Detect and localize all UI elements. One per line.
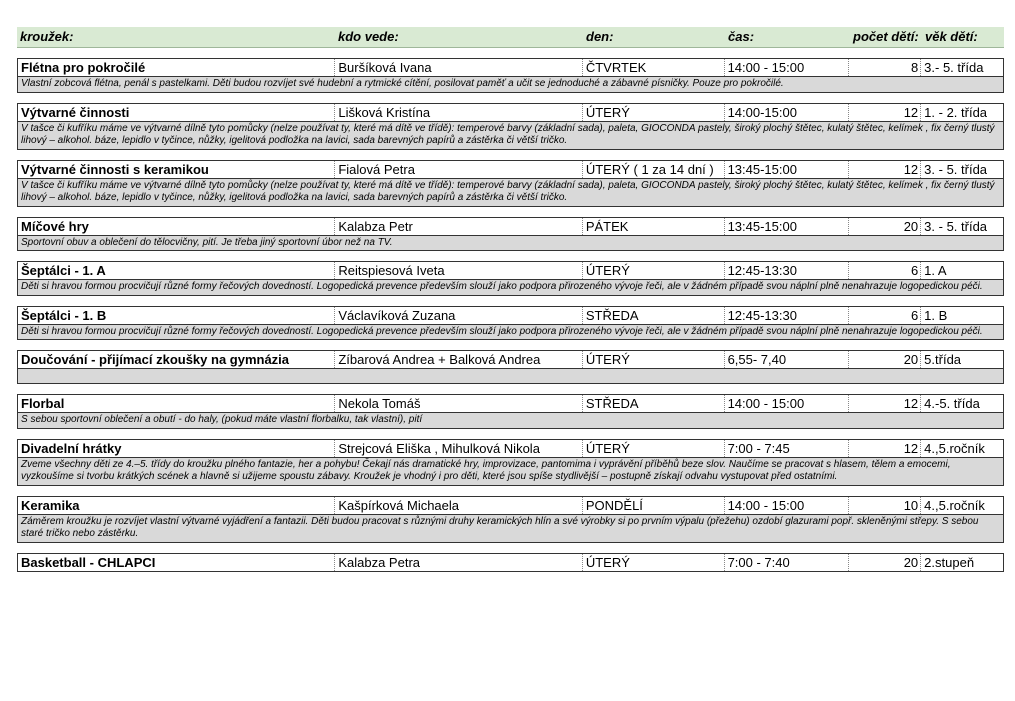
club-age: 2.stupeň — [924, 554, 975, 570]
header-cas: čas: — [728, 29, 755, 44]
club-leader: Buršíková Ivana — [335, 59, 583, 76]
club-row — [18, 497, 1003, 514]
club-age: 1. B — [924, 307, 948, 323]
club-child-count: 12 — [849, 440, 921, 457]
header-vek-deti: věk dětí: — [925, 29, 978, 44]
club-name: Keramika — [18, 497, 335, 514]
header-pocet-deti: počet dětí: — [853, 29, 919, 44]
header-kdo-vede: kdo vede: — [338, 29, 399, 44]
club-age: 4.-5. třída — [924, 396, 980, 411]
club-block — [17, 439, 1004, 486]
club-leader: Fialová Petra — [335, 161, 583, 178]
club-row — [18, 554, 1003, 571]
header-den: den: — [586, 29, 614, 44]
club-time: 12:45-13:30 — [725, 262, 850, 279]
club-leader: Strejcová Eliška , Mihulková Nikola — [335, 440, 583, 457]
club-leader: Reitspiesová Iveta — [335, 262, 583, 279]
club-child-count: 6 — [849, 262, 921, 279]
club-block — [17, 160, 1004, 207]
club-block — [17, 553, 1004, 572]
club-block — [17, 261, 1004, 296]
club-block — [17, 103, 1004, 150]
club-leader: Nekola Tomáš — [335, 395, 583, 412]
club-name: Výtvarné činnosti — [18, 104, 335, 121]
club-leader: Zíbarová Andrea + Balková Andrea — [335, 351, 583, 368]
club-leader: Kalabza Petra — [335, 554, 583, 571]
club-row — [18, 161, 1003, 178]
club-leader: Kalabza Petr — [335, 218, 583, 235]
club-description: Děti si hravou formou procvičují různé formy řečových dovedností. Logopedická prevence především slouží jako podpora přirozeného vývoje řeči, ale v žádném případě svou náplní plně nenahrazuje logopedickou péči. — [18, 324, 1003, 340]
club-child-count: 20 — [849, 218, 921, 235]
club-block — [17, 58, 1004, 93]
club-child-count: 6 — [849, 307, 921, 324]
club-day: ÚTERÝ — [583, 262, 725, 279]
club-time: 14:00-15:00 — [725, 104, 850, 121]
club-time: 12:45-13:30 — [725, 307, 850, 324]
club-block — [17, 350, 1004, 384]
club-child-count: 12 — [849, 161, 921, 178]
club-time: 13:45-15:00 — [725, 218, 850, 235]
club-row — [18, 395, 1003, 412]
club-leader: Václavíková Zuzana — [335, 307, 583, 324]
club-name: Florbal — [18, 395, 335, 412]
club-child-count: 20 — [849, 554, 921, 571]
club-name: Míčové hry — [18, 218, 335, 235]
club-time: 14:00 - 15:00 — [725, 497, 850, 514]
club-day: ÚTERÝ — [583, 351, 725, 368]
club-time: 13:45-15:00 — [725, 161, 850, 178]
club-time: 14:00 - 15:00 — [725, 395, 850, 412]
club-name: Šeptálci - 1. A — [18, 262, 335, 279]
club-row — [18, 59, 1003, 76]
club-day: PÁTEK — [583, 218, 725, 235]
club-day: ÚTERÝ — [583, 440, 725, 457]
club-time: 6,55- 7,40 — [725, 351, 850, 368]
club-age: 1. - 2. třída — [924, 104, 988, 120]
club-name: Flétna pro pokročilé — [18, 59, 335, 76]
club-child-count: 12 — [849, 395, 921, 412]
club-description: Vlastní zobcová flétna, penál s pastelkami. Děti budou rozvíjet své hudební a rytmické cítění, posilovat paměť a učit se jednoduché a zábavné písničky. Pouze pro pokročilé. — [18, 76, 1003, 92]
club-description: Děti si hravou formou procvičují různé formy řečových dovedností. Logopedická prevence především slouží jako podpora přirozeného vývoje řeči, ale v žádném případě svou náplní plně nenahrazuje logopedickou péči. — [18, 279, 1003, 295]
club-name: Výtvarné činnosti s keramikou — [18, 161, 335, 178]
club-age: 3. - 5. třída — [924, 218, 988, 234]
club-row — [18, 351, 1003, 368]
header-krouzek: kroužek: — [20, 29, 74, 44]
club-leader: Lišková Kristína — [335, 104, 583, 121]
club-block — [17, 306, 1004, 341]
club-age: 3.- 5. třída — [924, 60, 984, 75]
club-child-count: 8 — [849, 59, 921, 76]
club-schedule-sheet — [17, 27, 1004, 572]
club-description: Sportovní obuv a oblečení do tělocvičny, pití. Je třeba jiný sportovní úbor než na TV. — [18, 235, 1003, 251]
club-block — [17, 496, 1004, 543]
club-day: ČTVRTEK — [583, 59, 725, 76]
club-description: V tašce či kufříku máme ve výtvarné dílně tyto pomůcky (nelze používat ty, které má dítě ve třídě): temperové barvy (základní sada), paleta, GIOCONDA pastely, široký plochý štětec, kulatý štětec, kelímek , fix černý tlustý lihový – alkohol. báze, lepidlo v tyčince, nůžky, igelitová podložka na lavici, sada barevných papírů a zástěrka či větší tričko. — [18, 178, 1003, 206]
club-block — [17, 217, 1004, 252]
club-day: STŘEDA — [583, 307, 725, 324]
club-description: Zveme všechny děti ze 4.–5. třídy do kroužku plného fantazie, her a pohybu! Čekají nás dramatické hry, improvizace, pantomima i vyprávění příběhů beze slov. Naučíme se pracovat s hlasem, tělem a emocemi, vyzkoušíme si tvorbu krátkých scének a hlavně si užijeme spoustu zábavy. Kroužek je vhodný i pro děti, které jsou spíše stydlivější – postupně získají odvahu vystupovat před ostatními. — [18, 457, 1003, 485]
club-description: Záměrem kroužku je rozvíjet vlastní výtvarné vyjádření a fantazii. Děti budou pracovat s různými druhy keramických hlín a své výrobky si po prvním výpalu (přežehu) ozdobí glazurami popř. skleněnými střepy. S sebou staré tričko nebo zástěrku. — [18, 514, 1003, 542]
club-child-count: 10 — [849, 497, 921, 514]
club-description: V tašce či kufříku máme ve výtvarné dílně tyto pomůcky (nelze používat ty, které má dítě ve třídě): temperové barvy (základní sada), paleta, GIOCONDA pastely, široký plochý štětec, kulatý štětec, kelímek , fix černý tlustý lihový – alkohol. báze, lepidlo v tyčince, nůžky, igelitová podložka na lavici, sada barevných papírů a zástěrka či větší tričko. — [18, 121, 1003, 149]
club-row — [18, 262, 1003, 279]
club-block — [17, 394, 1004, 429]
club-day: ÚTERÝ — [583, 554, 725, 571]
club-age: 5.třída — [924, 352, 962, 367]
club-child-count: 12 — [849, 104, 921, 121]
club-time: 7:00 - 7:40 — [725, 554, 850, 571]
club-age: 3. - 5. třída — [924, 161, 988, 177]
club-description: S sebou sportovní oblečení a obutí - do haly, (pokud máte vlastní florbalku, tak vlastní), pití — [18, 412, 1003, 428]
club-row — [18, 440, 1003, 457]
club-name: Šeptálci - 1. B — [18, 307, 335, 324]
club-row — [18, 307, 1003, 324]
club-leader: Kašpírková Michaela — [335, 497, 583, 514]
club-row — [18, 104, 1003, 121]
club-day: ÚTERÝ ( 1 za 14 dní ) — [583, 161, 725, 178]
club-day: ÚTERÝ — [583, 104, 725, 121]
club-day: STŘEDA — [583, 395, 725, 412]
club-description — [18, 368, 1003, 383]
club-age: 4.,5.ročník — [924, 497, 985, 513]
club-child-count: 20 — [849, 351, 921, 368]
club-name: Doučování - přijímací zkoušky na gymnázia — [18, 351, 335, 368]
club-name: Divadelní hrátky — [18, 440, 335, 457]
header-row — [17, 27, 1004, 48]
club-time: 14:00 - 15:00 — [725, 59, 850, 76]
club-day: PONDĚLÍ — [583, 497, 725, 514]
club-age: 4.,5.ročník — [924, 440, 985, 456]
club-name: Basketball - CHLAPCI — [18, 554, 335, 571]
club-row — [18, 218, 1003, 235]
club-age: 1. A — [924, 263, 947, 278]
club-time: 7:00 - 7:45 — [725, 440, 850, 457]
